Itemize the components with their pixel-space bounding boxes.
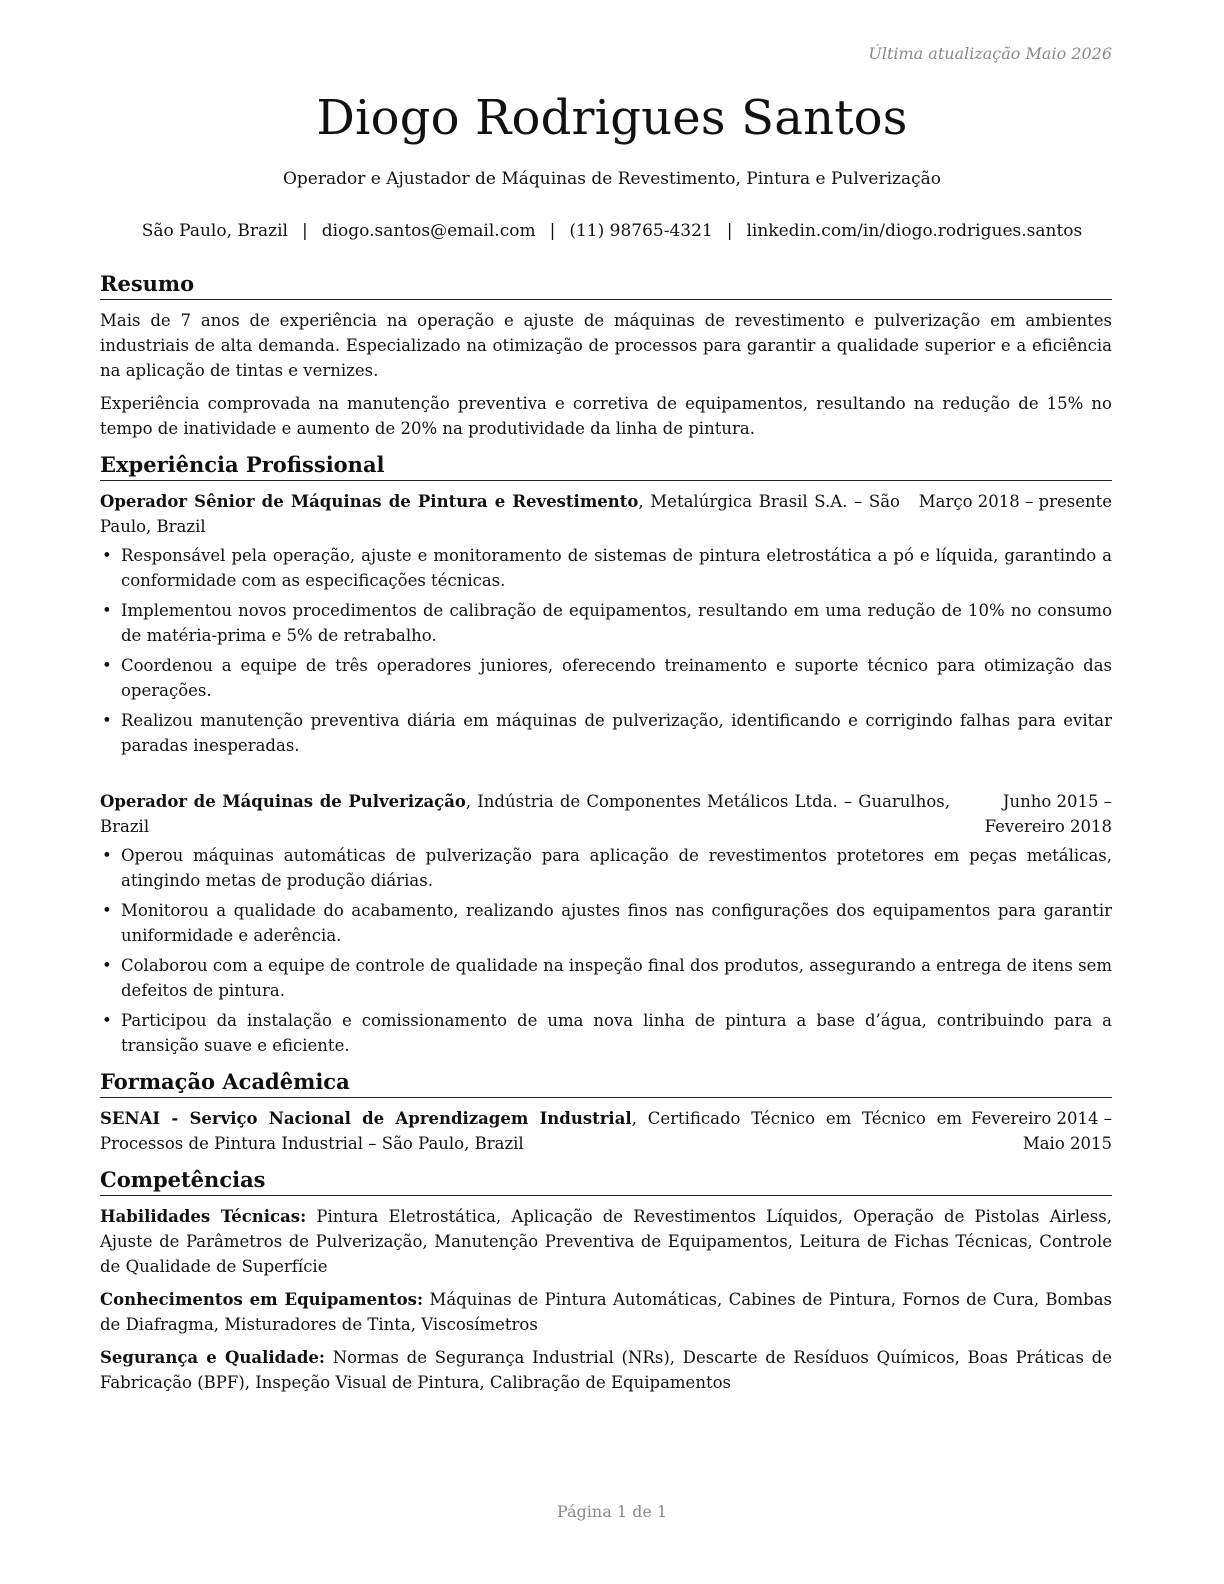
job-bullet: • Monitorou a qualidade do acabamento, realizando ajustes finos nas configurações dos equipamentos para garantir uniformidade e aderência. (100, 898, 1112, 948)
skill-group (100, 1345, 1112, 1395)
job-bullet: • Responsável pela operação, ajuste e monitoramento de sistemas de pintura eletrostática a pó e líquida, garantindo a conformidade com as especificações técnicas. (100, 543, 1112, 593)
skill-group-text: Normas de Segurança Industrial (NRs), Descarte de Resíduos Químicos, Boas Práticas de Fabricação (BPF), Inspeção Visual de Pintura, Calibração de Equipamentos (100, 1348, 1112, 1392)
job-bullet: • Implementou novos procedimentos de calibração de equipamentos, resultando em uma redução de 10% no consumo de matéria-prima e 5% de retrabalho. (100, 598, 1112, 648)
education-dates: Fevereiro 2014 – Maio 2015 (971, 1109, 1112, 1153)
job-role-company (100, 489, 900, 539)
job-bullets (100, 543, 1112, 758)
job-dates: Junho 2015 – Fevereiro 2018 (984, 792, 1112, 836)
job-company: , Metalúrgica Brasil S.A. – São Paulo, Brazil (100, 492, 900, 536)
job-role-company (100, 789, 950, 839)
resume-body (100, 270, 1112, 1405)
education-entry (100, 1106, 1112, 1156)
job-role: Operador de Máquinas de Pulverização (100, 792, 466, 811)
contact-separator: | (302, 221, 308, 241)
page-number: Página 1 de 1 (556, 1502, 668, 1521)
section-heading-education: Formação Acadêmica (100, 1068, 1112, 1098)
education-institution-detail (100, 1106, 962, 1156)
candidate-name: Diogo Rodrigues Santos (316, 90, 908, 146)
job-bullet: • Realizou manutenção preventiva diária em máquinas de pulverização, identificando e corrigindo falhas para evitar paradas inesperadas. (100, 708, 1112, 758)
skill-group (100, 1287, 1112, 1337)
contact-separator: | (549, 221, 556, 241)
section-heading-summary: Resumo (100, 270, 1112, 300)
job-title: Operador e Ajustador de Máquinas de Revestimento, Pintura e Pulverização (282, 169, 942, 189)
section-heading-experience: Experiência Profissional (100, 451, 1112, 481)
contact-location: São Paulo, Brazil (141, 221, 288, 241)
skills-section (100, 1166, 1112, 1395)
education-header (100, 1106, 1112, 1156)
skill-group (100, 1204, 1112, 1279)
summary-section (100, 270, 1112, 441)
job-header (100, 789, 1112, 839)
education-section (100, 1068, 1112, 1156)
job-entry (100, 489, 1112, 758)
job-bullet: • Colaborou com a equipe de controle de qualidade na inspeção final dos produtos, assegurando a entrega de itens sem defeitos de pintura. (100, 953, 1112, 1003)
education-institution: SENAI - Serviço Nacional de Aprendizagem Industrial (100, 1109, 632, 1128)
job-role: Operador Sênior de Máquinas de Pintura e Revestimento (100, 492, 639, 511)
section-heading-skills: Competências (100, 1166, 1112, 1196)
job-bullets (100, 843, 1112, 1058)
job-bullet: • Coordenou a equipe de três operadores juniores, oferecendo treinamento e suporte técnico para otimização das operações. (100, 653, 1112, 703)
job-bullet: • Participou da instalação e comissionamento de uma nova linha de pintura a base d’água, contribuindo para a transição suave e eficiente. (100, 1008, 1112, 1058)
job-header (100, 489, 1112, 539)
last-updated: Última atualização Maio 2026 (868, 44, 1112, 63)
education-detail: , Certificado Técnico em Técnico em Processos de Pintura Industrial – São Paulo, Brazil (100, 1109, 962, 1153)
contact-email[interactable]: diogo.santos@email.com (321, 221, 536, 241)
job-dates: Março 2018 – presente (918, 492, 1112, 511)
contact-line (0, 218, 1224, 244)
contact-phone: (11) 98765-4321 (569, 221, 713, 241)
summary-paragraph: Experiência comprovada na manutenção preventiva e corretiva de equipamentos, resultando na redução de 15% no tempo de inatividade e aumento de 20% na produtividade da linha de pintura. (100, 394, 1112, 438)
skill-group-label: Segurança e Qualidade: (100, 1348, 325, 1367)
summary-paragraph: Mais de 7 anos de experiência na operação e ajuste de máquinas de revestimento e pulverização em ambientes industriais de alta demanda. Especializado na otimização de processos para garantir a qualidade superior e a eficiência na aplicação de tintas e vernizes. (100, 311, 1112, 380)
contact-separator: | (726, 221, 733, 241)
skill-group-text: Máquinas de Pintura Automáticas, Cabines de Pintura, Fornos de Cura, Bombas de Diafragma, Misturadores de Tinta, Viscosímetros (100, 1290, 1112, 1334)
skill-group-text: Pintura Eletrostática, Aplicação de Revestimentos Líquidos, Operação de Pistolas Airless, Ajuste de Parâmetros de Pulverização, Manutenção Preventiva de Equipamentos, Leitura de Fichas Técnicas, Controle de Qualidade de Superfície (100, 1207, 1112, 1276)
job-entry (100, 789, 1112, 1058)
job-bullet: • Operou máquinas automáticas de pulverização para aplicação de revestimentos protetores em peças metálicas, atingindo metas de produção diárias. (100, 843, 1112, 893)
contact-linkedin[interactable]: linkedin.com/in/diogo.rodrigues.santos (746, 221, 1083, 241)
job-company: , Indústria de Componentes Metálicos Ltda. – Guarulhos, Brazil (100, 792, 950, 836)
experience-section (100, 451, 1112, 1058)
skill-group-label: Conhecimentos em Equipamentos: (100, 1290, 424, 1309)
skill-group-label: Habilidades Técnicas: (100, 1207, 307, 1226)
